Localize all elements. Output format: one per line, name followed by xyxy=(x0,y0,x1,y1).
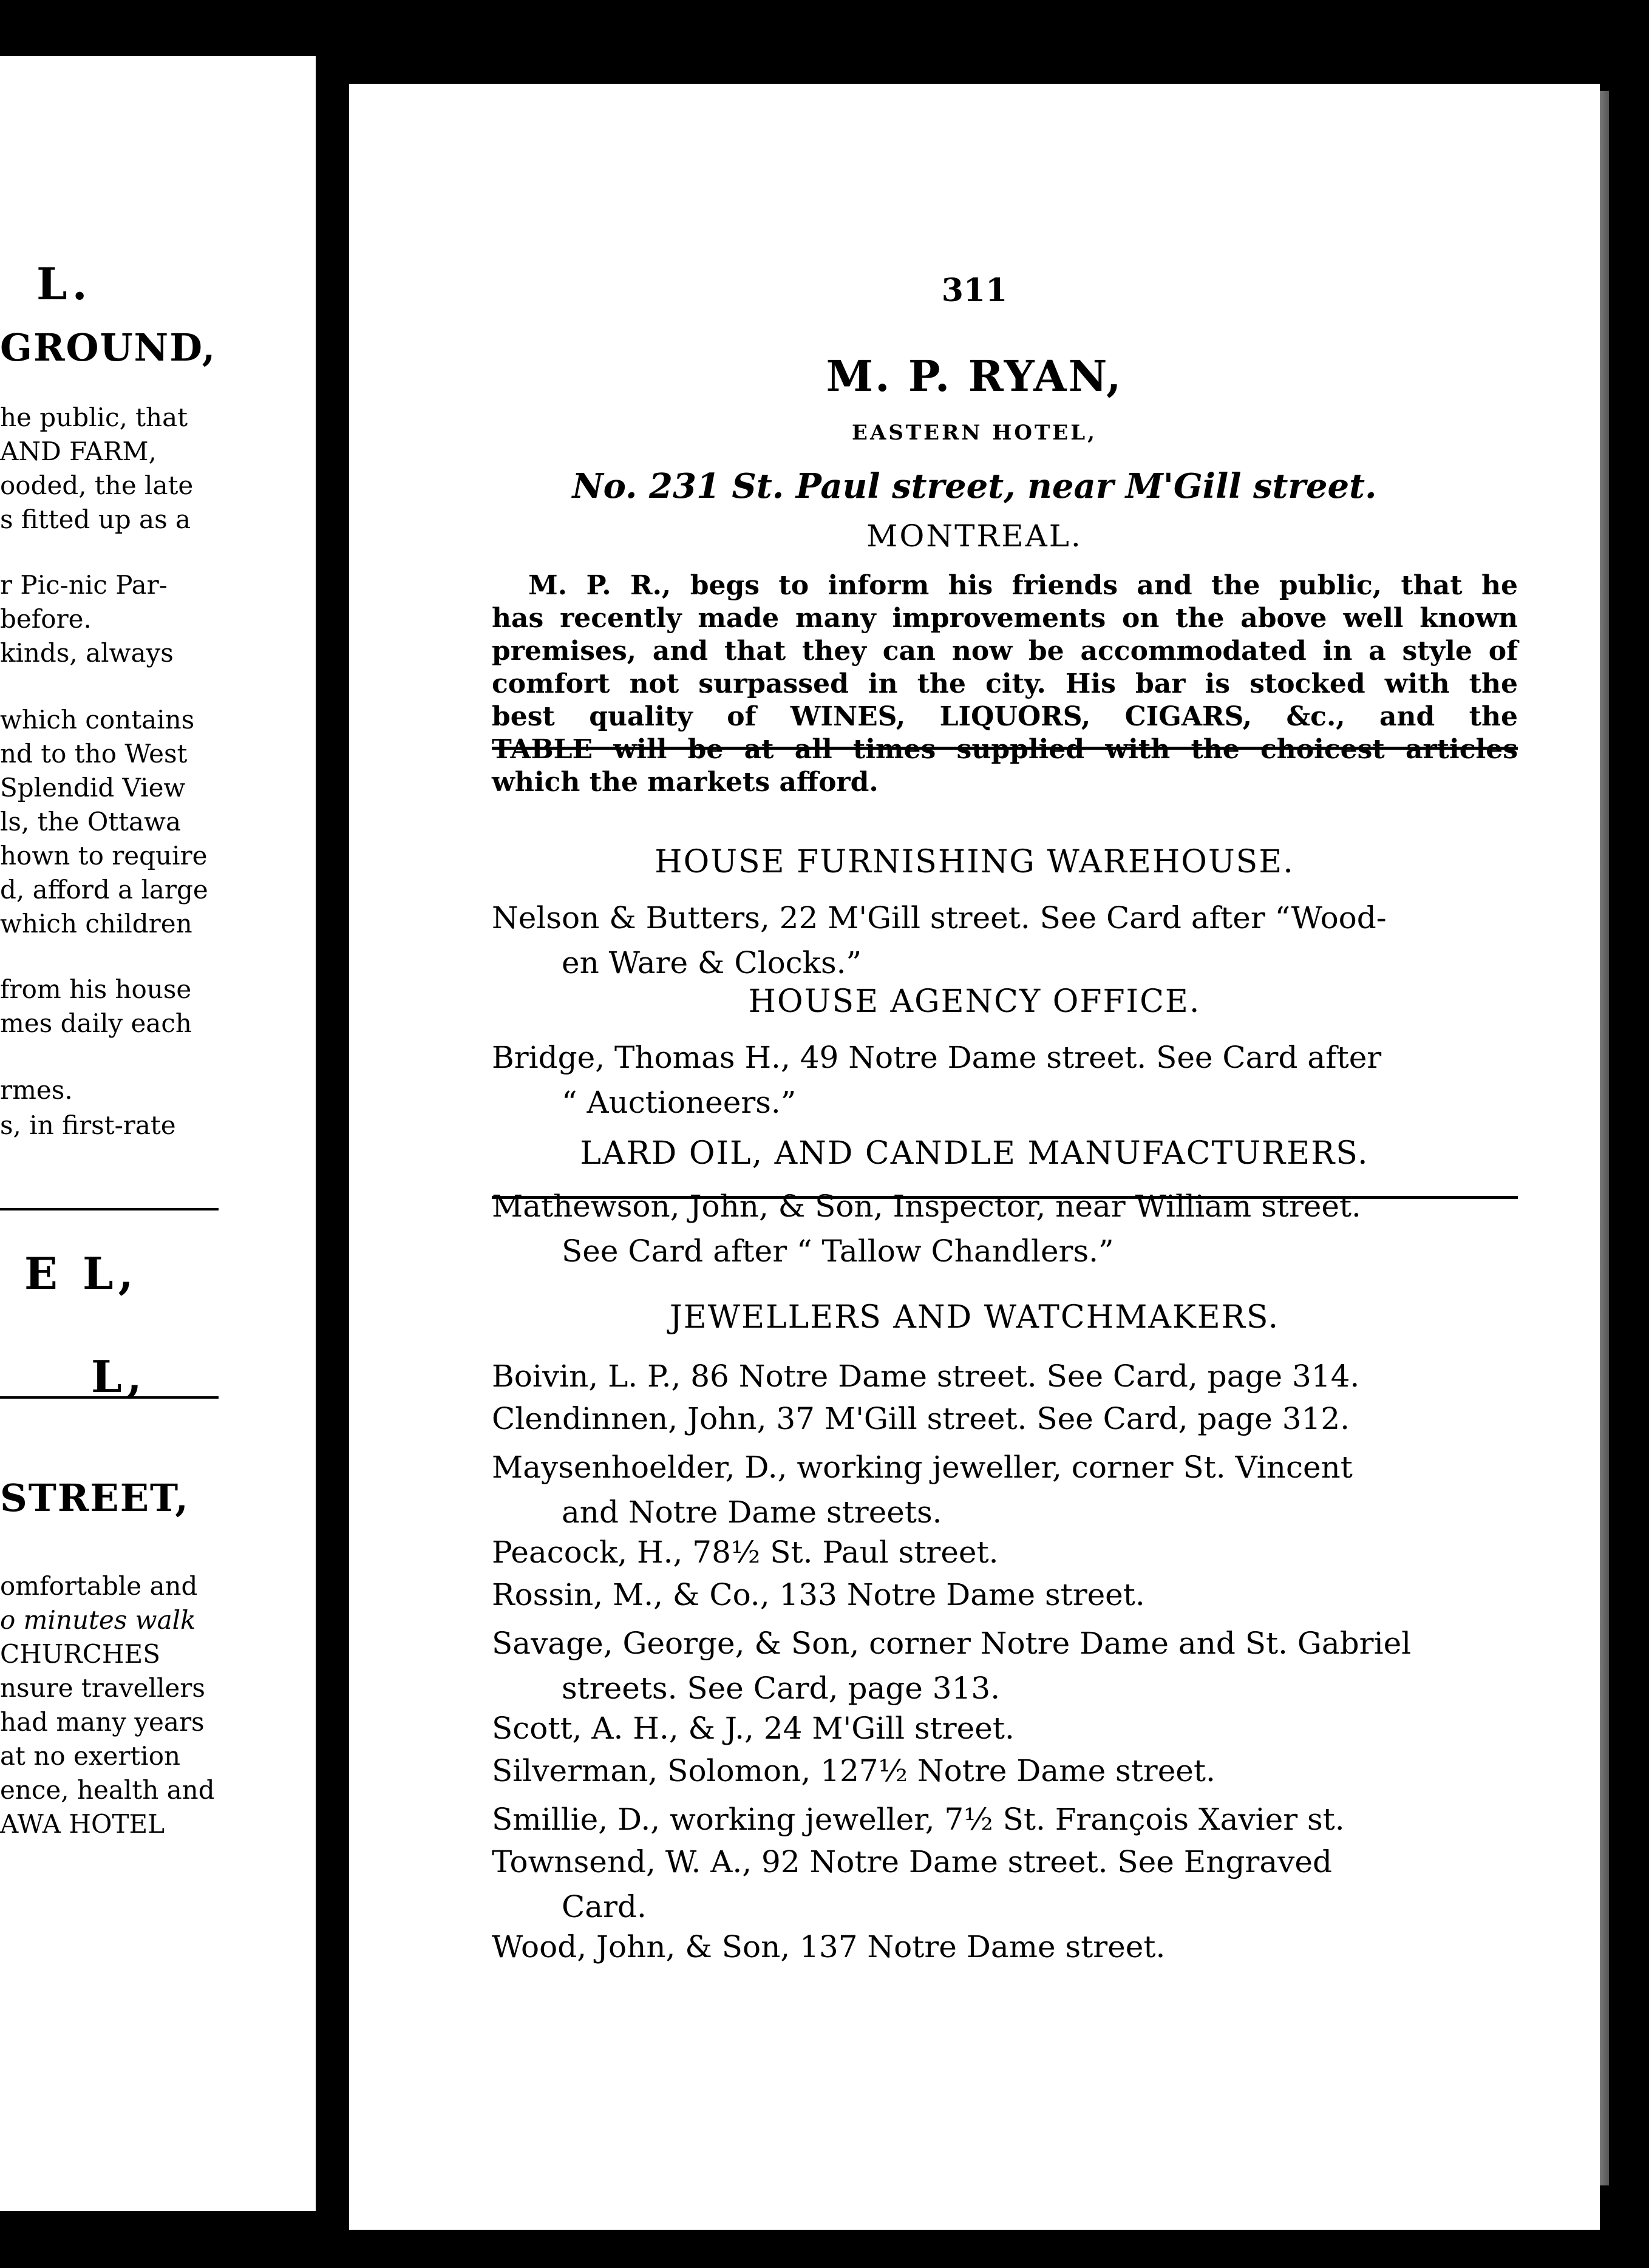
ad-body-line: premises, and that they can now be accommodated in a style of xyxy=(492,636,1518,667)
left-page-fragment-line: omfortable and xyxy=(0,1571,198,1601)
directory-entry xyxy=(492,1797,1518,1842)
left-page-fragment-line: hown to require xyxy=(0,841,208,871)
left-page-fragment-line: s fitted up as a xyxy=(0,504,191,534)
left-page-fragment-line: GROUND, xyxy=(0,325,217,370)
directory-entry xyxy=(492,1748,1518,1793)
ad-city: MONTREAL. xyxy=(866,518,1083,554)
left-page-rule xyxy=(0,1208,219,1210)
ad-proprietor: M. P. RYAN, xyxy=(826,351,1123,401)
ad-hotel-name: EASTERN HOTEL, xyxy=(852,421,1097,445)
directory-entry xyxy=(492,1396,1518,1441)
right-page xyxy=(349,84,1600,2230)
left-page-fragment-line: L, xyxy=(91,1351,147,1402)
left-page-fragment-line: ooded, the late xyxy=(0,470,194,500)
entry-line: Wood, John, & Son, 137 Notre Dame street. xyxy=(492,1929,1166,1964)
entry-line: Boivin, L. P., 86 Notre Dame street. See Card, page 314. xyxy=(492,1359,1360,1394)
section-heading: JEWELLERS AND WATCHMAKERS. xyxy=(669,1299,1280,1336)
section-divider xyxy=(492,747,1518,750)
entry-continuation-line: See Card after “ Tallow Chandlers.” xyxy=(562,1234,1114,1269)
page-number: 311 xyxy=(941,272,1008,309)
entry-continuation-line: streets. See Card, page 313. xyxy=(562,1671,1001,1706)
left-page-fragment-line: at no exertion xyxy=(0,1741,181,1771)
ad-body-line: which the markets afford. xyxy=(492,767,879,798)
left-page-fragment-line: o minutes walk xyxy=(0,1605,196,1635)
directory-entry xyxy=(492,1706,1518,1751)
left-page-fragment-line: from his house xyxy=(0,974,192,1004)
ad-body-line: has recently made many improvements on the above well known xyxy=(492,603,1518,634)
left-page-fragment-line: mes daily each xyxy=(0,1008,192,1038)
left-page-text xyxy=(0,56,316,2211)
ad-body-line: best quality of WINES, LIQUORS, CIGARS, &c., and the xyxy=(492,701,1518,732)
entry-line: Scott, A. H., & J., 24 M'Gill street. xyxy=(492,1711,1015,1746)
entry-line: Nelson & Butters, 22 M'Gill street. See Card after “Wood- xyxy=(492,900,1387,935)
left-page-fragment-line: had many years xyxy=(0,1707,205,1737)
left-page-fragment-line: L. xyxy=(36,258,92,310)
left-page-fragment-line: AWA HOTEL xyxy=(0,1809,165,1839)
entry-line: Mathewson, John, & Son, Inspector, near William street. xyxy=(492,1189,1361,1224)
left-page-fragment-line: rmes. xyxy=(0,1075,73,1105)
left-page-fragment-line: STREET, xyxy=(0,1476,189,1520)
directory-entry xyxy=(492,1354,1518,1399)
ad-body-line: comfort not surpassed in the city. His bar is stocked with the xyxy=(492,668,1518,699)
ad-body xyxy=(492,569,1518,799)
directory-entry xyxy=(492,1924,1518,1969)
section-heading: HOUSE AGENCY OFFICE. xyxy=(748,983,1201,1020)
left-page-fragment-line: kinds, always xyxy=(0,638,174,668)
left-page-fragment-line: CHURCHES xyxy=(0,1639,160,1669)
entry-line: Bridge, Thomas H., 49 Notre Dame street. See Card after xyxy=(492,1040,1382,1075)
left-page-fragment-line: before. xyxy=(0,604,92,634)
entry-line: Silverman, Solomon, 127½ Notre Dame street. xyxy=(492,1753,1216,1788)
left-page-fragment-line: AND FARM, xyxy=(0,436,157,466)
left-page-fragment-line: s, in first-rate xyxy=(0,1110,176,1140)
left-page-fragment-line: ls, the Ottawa xyxy=(0,807,182,837)
left-page-fragment-line: d, afford a large xyxy=(0,875,208,905)
directory-entry xyxy=(492,1184,1518,1274)
section-heading: HOUSE FURNISHING WAREHOUSE. xyxy=(654,844,1294,880)
directory-entry xyxy=(492,1572,1518,1617)
entry-continuation-line: and Notre Dame streets. xyxy=(562,1495,942,1530)
left-page-fragment-line: which children xyxy=(0,909,192,939)
left-page-fragment-line: nsure travellers xyxy=(0,1673,205,1703)
left-page-fragment-line: nd to tho West xyxy=(0,739,188,769)
directory-entry xyxy=(492,895,1518,985)
entry-line: Peacock, H., 78½ St. Paul street. xyxy=(492,1535,999,1570)
ad-body-line: M. P. R., begs to inform his friends and the public, that he xyxy=(528,570,1518,601)
entry-continuation-line: “ Auctioneers.” xyxy=(562,1085,797,1120)
section-heading: LARD OIL, AND CANDLE MANUFACTURERS. xyxy=(580,1135,1369,1172)
left-page-fragment-line: Splendid View xyxy=(0,773,186,803)
left-page-rule xyxy=(0,1396,219,1399)
left-page-fragment-line: E L, xyxy=(24,1248,138,1299)
entry-continuation-line: en Ware & Clocks.” xyxy=(562,945,862,980)
right-page-content xyxy=(349,84,1600,2230)
directory-entry xyxy=(492,1035,1518,1125)
directory-entry xyxy=(492,1621,1518,1711)
left-page-fragment-line: r Pic-nic Par- xyxy=(0,570,168,600)
directory-entry xyxy=(492,1445,1518,1535)
directory-entry xyxy=(492,1530,1518,1575)
entry-line: Clendinnen, John, 37 M'Gill street. See Card, page 312. xyxy=(492,1401,1350,1436)
entry-continuation-line: Card. xyxy=(562,1889,647,1924)
left-page-fragment-line: ence, health and xyxy=(0,1775,215,1805)
entry-line: Maysenhoelder, D., working jeweller, corner St. Vincent xyxy=(492,1450,1353,1485)
directory-entry xyxy=(492,1839,1518,1929)
left-page-fragment-line: which contains xyxy=(0,705,195,735)
ad-body-line: TABLE will be at all times supplied with the choicest articles xyxy=(492,734,1518,765)
entry-line: Smillie, D., working jeweller, 7½ St. François Xavier st. xyxy=(492,1802,1345,1837)
entry-line: Townsend, W. A., 92 Notre Dame street. See Engraved xyxy=(492,1844,1332,1879)
ad-address: No. 231 St. Paul street, near M'Gill street. xyxy=(572,466,1377,506)
entry-line: Rossin, M., & Co., 133 Notre Dame street. xyxy=(492,1577,1145,1612)
left-page-fragment-line: he public, that xyxy=(0,402,188,432)
entry-line: Savage, George, & Son, corner Notre Dame and St. Gabriel xyxy=(492,1626,1412,1661)
left-page-fragment xyxy=(0,56,316,2211)
